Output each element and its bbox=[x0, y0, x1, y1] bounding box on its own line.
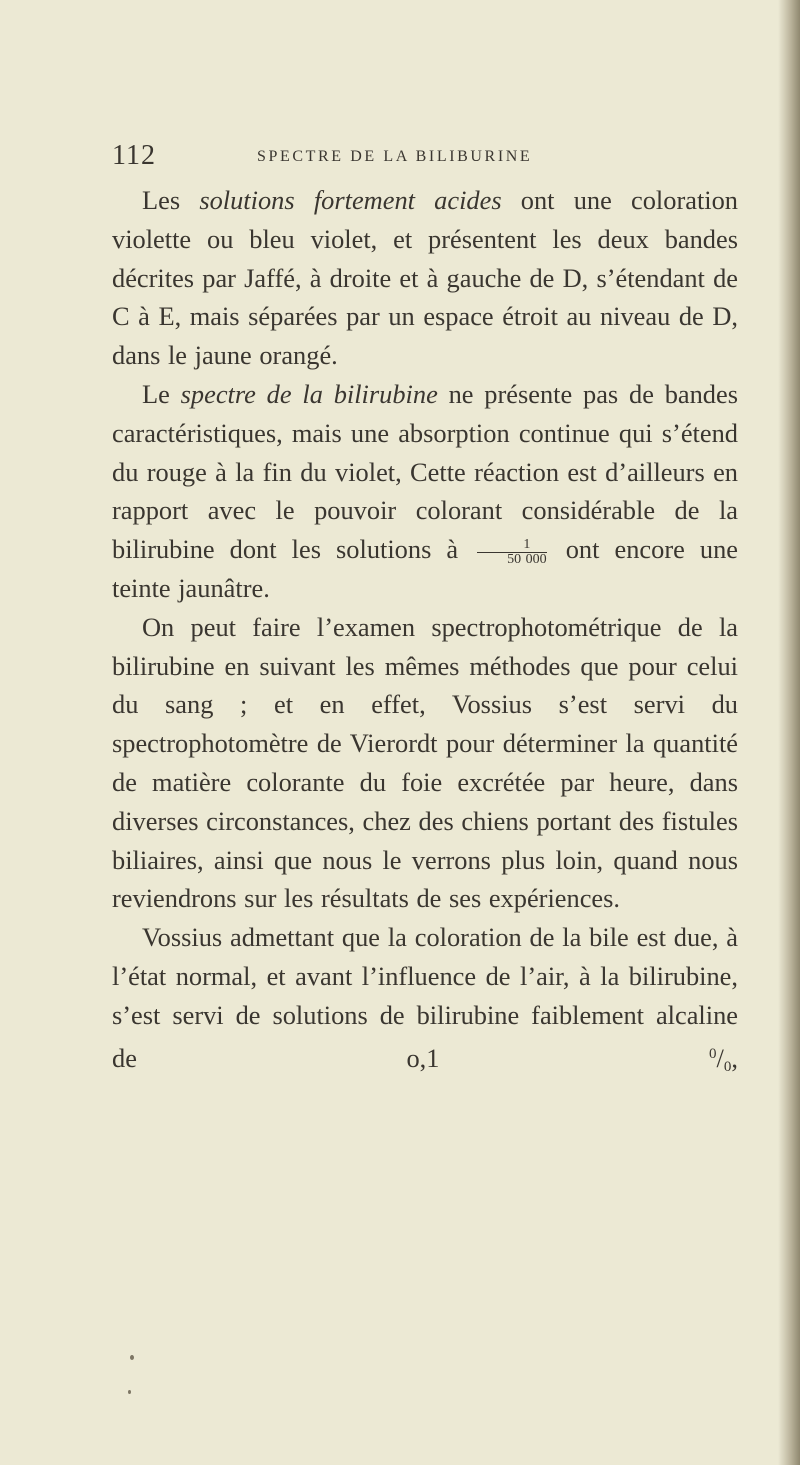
running-head: SPECTRE DE LA BILIBURINE bbox=[257, 148, 533, 165]
paragraph-1-italic: solutions fortement acides bbox=[199, 185, 502, 215]
paragraph-2-rest: ne présente pas de bandes caractéristiques, mais une absorption continue qui s’étend du rouge à la fin du violet, Cette réaction est d’ailleurs en rapport avec le pouvoir colorant considérable de la bilirubine dont les solutions à bbox=[112, 378, 738, 565]
page-number: 112 bbox=[112, 140, 156, 171]
paragraph-1-rest: ont une coloration violette ou bleu violet, et présentent les deux bandes décrites par Jaffé, à droite et à gauche de D, s’étendant de C à E, mais séparées par un espace étroit au niveau de D, dans le jaune orangé. bbox=[112, 185, 739, 371]
fraction-numerator: 1 bbox=[477, 538, 547, 553]
fraction-denominator: 50 000 bbox=[507, 551, 547, 567]
paragraph-4-trailing: , bbox=[731, 1042, 738, 1073]
paragraph-2-end: ont encore une teinte jaunâtre. bbox=[112, 534, 738, 603]
ink-speck bbox=[130, 1355, 134, 1360]
fraction bbox=[477, 538, 547, 567]
paragraph-3: On peut faire l’examen spectrophotométrique de la bilirubine en suivant les mêmes méthodes que pour celui du sang ; et en effet, Vossius s’est servi du spectrophotomètre de Vierordt pour déterminer la quantité de matière colorante du foie excrétée par heure, dans diverses circonstances, chez des chiens portant des fistules biliaires, ainsi que nous le verrons plus loin, quand nous reviendrons sur les résultats de ses expériences. bbox=[112, 611, 738, 914]
paragraph-2 bbox=[112, 375, 738, 608]
paragraph-1-start: Les bbox=[142, 185, 200, 215]
ink-speck bbox=[128, 1390, 131, 1394]
page-edge-shadow bbox=[778, 0, 800, 1465]
percent-top: 0 bbox=[709, 1045, 717, 1062]
body-text bbox=[112, 181, 738, 1125]
paragraph-4-text: Vossius admettant que la coloration de la bile est due, à l’état normal, et avant l’influence de l’air, à la bilirubine, s’est servi de solutions de bilirubine faiblement alcaline de o,1 bbox=[112, 922, 738, 1073]
paragraph-2-start: Le bbox=[142, 378, 181, 409]
paragraph-4 bbox=[112, 918, 738, 1125]
paragraph-2-italic: spectre de la bilirubine bbox=[180, 378, 438, 409]
paragraph-1 bbox=[112, 181, 738, 375]
percent-slash: / bbox=[716, 1042, 724, 1073]
percent-bottom: 0 bbox=[723, 1058, 732, 1075]
page-header bbox=[112, 140, 692, 180]
